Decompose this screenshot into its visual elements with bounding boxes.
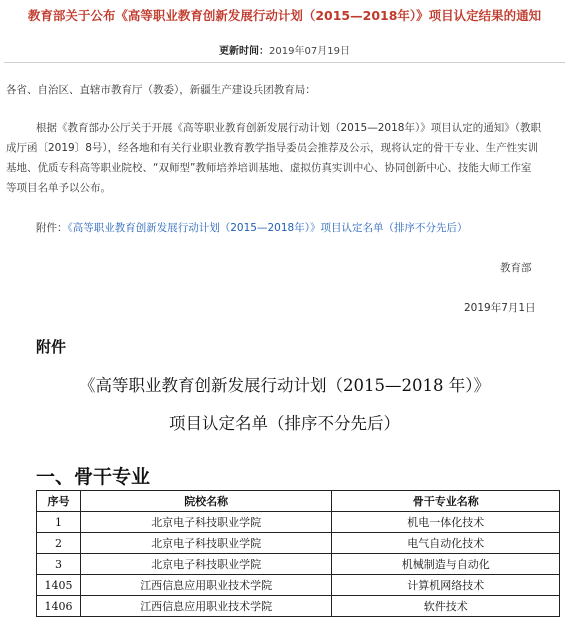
section-heading: 一、骨干专业 (36, 466, 151, 488)
table-row (37, 512, 560, 533)
page-title: 教育部关于公布《高等职业教育创新发展行动计划（2015—2018年）》项目认定结果的通知 (27, 8, 542, 23)
cell-major: 电气自动化技术 (332, 533, 560, 554)
cell-number: 3 (37, 554, 81, 575)
cell-number: 2 (37, 533, 81, 554)
document-date: 2019年7月1日 (464, 302, 536, 314)
update-value: 2019年07月19日 (269, 46, 350, 57)
cell-number: 1406 (37, 596, 81, 617)
cell-school: 北京电子科技职业学院 (80, 554, 331, 575)
update-label: 更新时间： (219, 46, 270, 57)
update-time (0, 42, 569, 57)
table-row (37, 596, 560, 617)
attachment (36, 218, 467, 239)
cell-number: 1405 (37, 575, 81, 596)
cell-school: 江西信息应用职业技术学院 (80, 575, 331, 596)
cell-number: 1 (37, 512, 81, 533)
cell-major: 计算机网络技术 (332, 575, 560, 596)
header-divider (4, 62, 565, 63)
cell-major: 机电一体化技术 (332, 512, 560, 533)
cell-major: 软件技术 (332, 596, 560, 617)
cell-school: 北京电子科技职业学院 (80, 512, 331, 533)
salutation: 各省、自治区、直辖市教育厅（教委），新疆生产建设兵团教育局： (6, 84, 316, 96)
attachment-link[interactable]: 《高等职业教育创新发展行动计划（2015—2018年）》项目认定名单（排序不分先后） (67, 222, 468, 234)
attachment-label: 附件： (36, 222, 68, 234)
annex-title-line-1: 《高等职业教育创新发展行动计划（2015—2018 年）》 (79, 376, 490, 395)
col-header-number: 序号 (37, 491, 81, 512)
cell-school: 北京电子科技职业学院 (80, 533, 331, 554)
table-row (37, 575, 560, 596)
paragraph-line-2: 成厅函〔2019〕8号），经各地和有关行业职业教育教学指导委员会推荐及公示，现将认定的骨干专业、生产性实训 (6, 142, 539, 154)
signature: 教育部 (500, 262, 532, 274)
col-header-major: 骨干专业名称 (332, 491, 560, 512)
cell-school: 江西信息应用职业技术学院 (80, 596, 331, 617)
paragraph-line-4: 等项目名单予以公布。 (6, 182, 111, 194)
paragraph-line-3: 基地、优质专科高等职业院校、“双师型”教师培养培训基地、虚拟仿真实训中心、协同创新中心、技能大师工作室 (6, 162, 532, 174)
cell-major: 机械制造与自动化 (332, 554, 560, 575)
annex-title-line-2: 项目认定名单（排序不分先后） (169, 414, 400, 433)
paragraph-line-1: 根据《教育部办公厅关于开展《高等职业教育创新发展行动计划（2015—2018年）》项目认定的通知》（教职 (36, 122, 541, 134)
col-header-school: 院校名称 (80, 491, 331, 512)
table-header-row (37, 491, 560, 512)
table-row (37, 554, 560, 575)
key-majors-table (36, 490, 560, 617)
table-row (37, 533, 560, 554)
annex-heading: 附件 (36, 338, 67, 356)
